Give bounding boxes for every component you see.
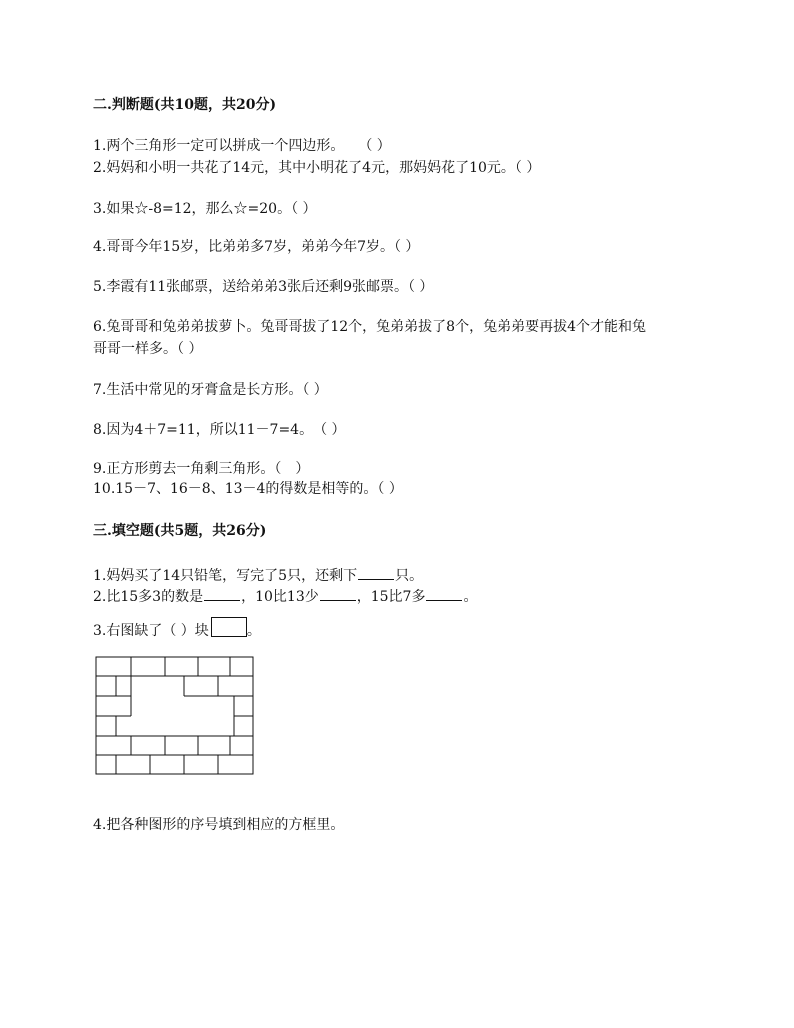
question-10: 10.15－7、16－8、13－4的得数是相等的。（ ） [93,481,403,497]
question-5: 5.李霞有11张邮票，送给弟弟3张后还剩9张邮票。（ ） [93,279,434,295]
section2-title: 二.判断题(共10题，共20分) [93,97,277,113]
fill-q3-text-b: 。 [246,623,261,639]
fill-q1-text-a: 1.妈妈买了14只铅笔，写完了5只，还剩下 [93,568,358,584]
fill-q2-text-a: 2.比15多3的数是 [93,589,204,605]
fill-question-1 [93,565,423,585]
fill-question-3 [93,617,261,640]
answer-blank[interactable] [204,586,240,601]
brick-wall-figure [95,656,255,776]
question-6-line1: 6.兔哥哥和兔弟弟拔萝卜。兔哥哥拔了12个，兔弟弟拔了8个，兔弟弟要再拔4个才能和兔 [93,319,646,335]
answer-blank[interactable] [358,565,394,580]
fill-q3-text-a: 3.右图缺了（ ）块 [93,623,209,639]
brick-icon [211,617,247,637]
question-6-line2: 哥哥一样多。（ ） [93,341,203,357]
question-2: 2.妈妈和小明一共花了14元，其中小明花了4元，那妈妈花了10元。（ ） [93,160,541,176]
question-3: 3.如果☆-8=12，那么☆=20。（ ） [93,201,317,217]
question-9: 9.正方形剪去一角剩三角形。（ ） [93,461,310,477]
fill-question-4: 4.把各种图形的序号填到相应的方框里。 [93,817,345,833]
question-1: 1.两个三角形一定可以拼成一个四边形。 （ ） [93,138,391,154]
question-4: 4.哥哥今年15岁，比弟弟多7岁，弟弟今年7岁。（ ） [93,239,420,255]
fill-question-2 [93,586,477,606]
section3-title: 三.填空题(共5题，共26分) [93,523,267,539]
question-7: 7.生活中常见的牙膏盒是长方形。（ ） [93,382,328,398]
fill-q2-text-c: ，15比7多 [356,589,426,605]
fill-q2-text-d: 。 [463,589,478,605]
answer-blank[interactable] [320,586,356,601]
answer-blank[interactable] [426,586,462,601]
fill-q1-text-b: 只。 [395,568,424,584]
fill-q2-text-b: ，10比13少 [241,589,319,605]
question-8: 8.因为4＋7=11，所以11－7=4。 （ ） [93,422,346,438]
